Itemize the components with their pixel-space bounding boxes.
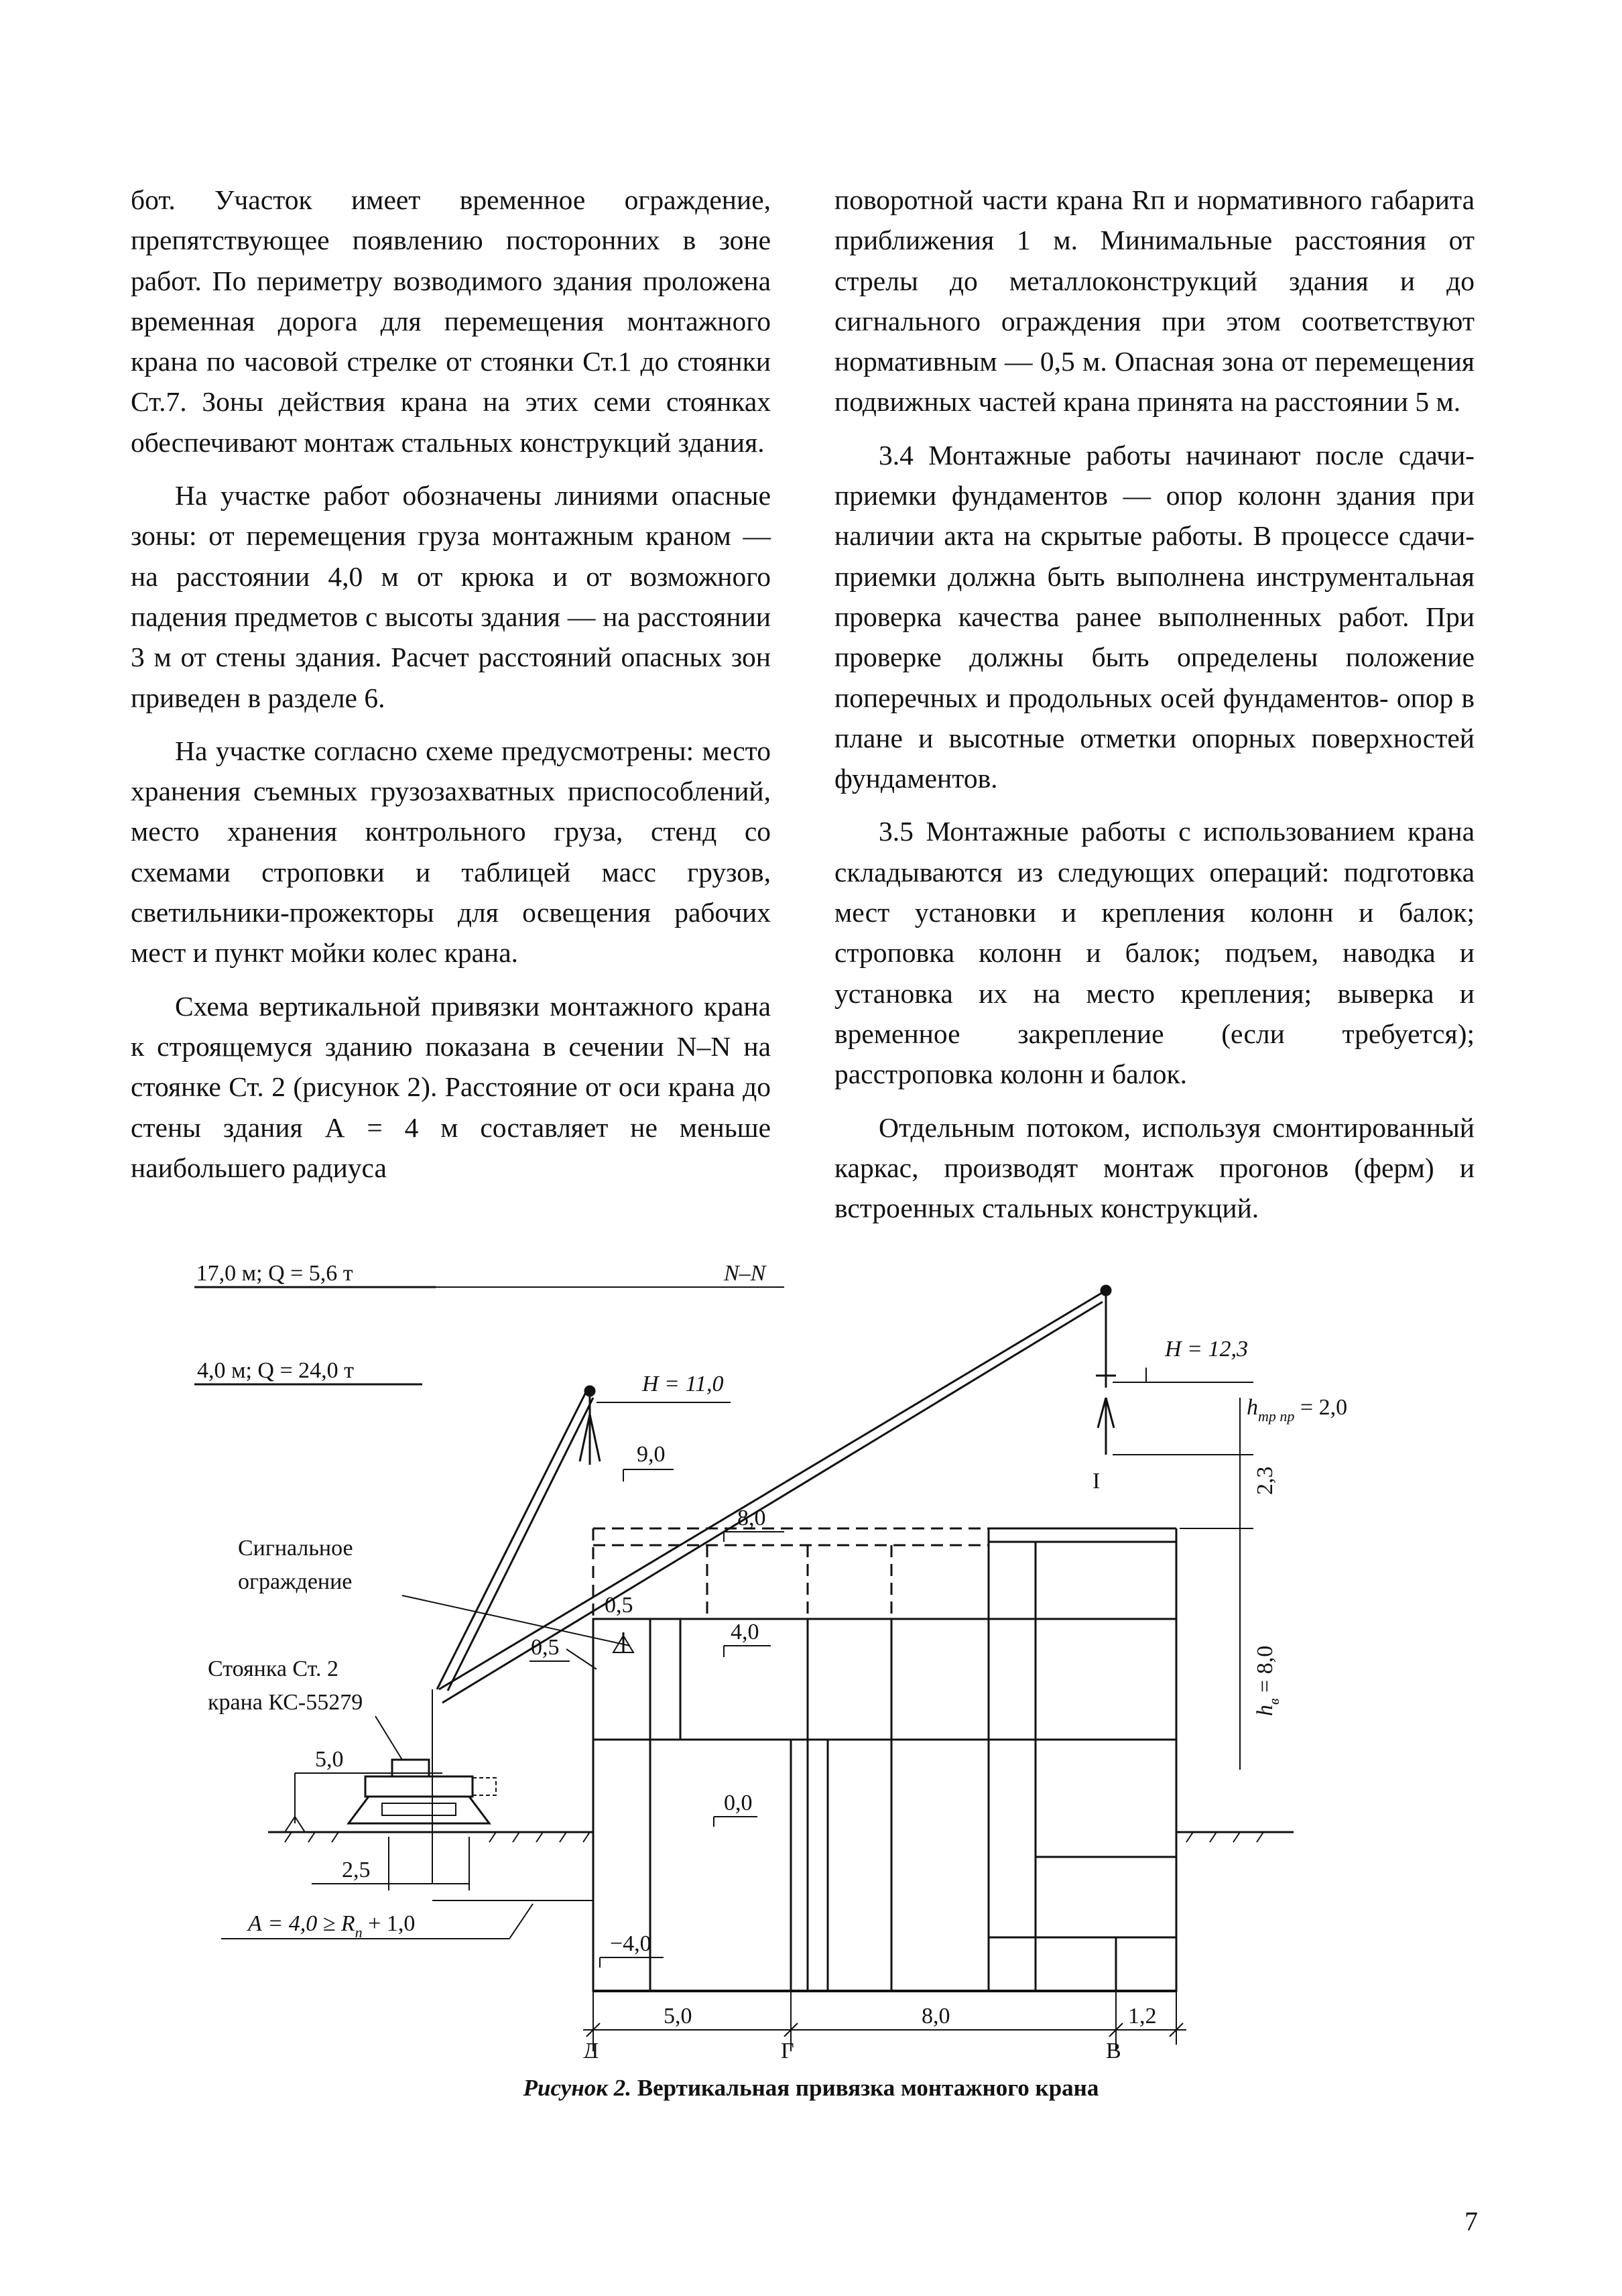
- mark-8-0: 8,0: [737, 1506, 766, 1530]
- mark-0-5-b: 0,5: [531, 1635, 560, 1660]
- caption-label: Рисунок 2.: [523, 2075, 631, 2101]
- stand-label-1: Стоянка Ст. 2: [208, 1656, 338, 1681]
- dim-2-5: 2,5: [342, 1858, 371, 1882]
- paragraph: поворотной части крана Rп и нормативного габарита приближения 1 м. Минимальные расстояния от стрелы до металлоконструкций здания и до сигнального ограждения при этом соответствуют нормативным — 0,5 м. Опасная зона от перемещения подвижных частей крана принята на расстоянии 5 м.: [834, 184, 1475, 418]
- h-11-0-label: H = 11,0: [642, 1372, 724, 1396]
- boom-max-reach-upper: [439, 1290, 1106, 1689]
- paragraph: бот. Участок имеет временное ограждение, препятствующее появлению посторонних в зоне работ. По периметру возводимого здания проложена временная дорога для перемещения монтажного крана по часовой стрелке от стоянки Ст.1 до стоянки Ст.7. Зоны действия крана на этих семи стоянках обеспечивают монтаж стальных конструкций здания.: [131, 184, 771, 458]
- paragraph: 3.4 Монтажные работы начинают после сдачи-приемки фундаментов — опор колонн здания при наличии акта на скрытые работы. В процессе сдачи-приемки должна быть выполнена инструментальная проверка качества ранее выполненных работ. При проверке должны быть определены положение поперечных и продольных осей фундаментов- опор в плане и высотные отметки опорных поверхностей фундаментов.: [834, 439, 1475, 794]
- dim-5-0: 5,0: [664, 2004, 692, 2029]
- rmin-label: 4,0 м; Q = 24,0 т: [196, 1358, 355, 1383]
- dim-leader: [509, 1904, 533, 1939]
- fence-leader: [402, 1595, 630, 1646]
- crane-cab: [392, 1760, 429, 1776]
- paragraph: На участке работ обозначены линиями опасные зоны: от перемещения груза монтажным краном — на расстоянии 4,0 м от крюка и от возможного падения предметов с высоты здания — на расстоянии 3 м от стены здания. Расчет расстояний опасных зон приведен в разделе 6.: [131, 480, 771, 713]
- section-drawing: [194, 1260, 1468, 2058]
- axis-label-v: В: [1106, 2039, 1121, 2058]
- h-12-3-label: H = 12,3: [1165, 1337, 1248, 1362]
- paragraph: На участке согласно схеме предусмотрены: место хранения съемных грузозахватных приспособлений, место хранения контрольного груза, стенд со схемами строповки и таблицей масс грузов, светильники-прожекторы для освещения рабочих мест и пункт мойки колес крана.: [131, 735, 771, 969]
- axis-label-g: Г: [781, 2039, 794, 2058]
- hv-label: $h_в = 8,0$: [1253, 1645, 1282, 1716]
- crane-chassis: [349, 1797, 489, 1823]
- mark-4-0: 4,0: [731, 1620, 759, 1644]
- paragraph: Схема вертикальной привязки монтажного крана к строящемуся зданию показана в сечении N–N на стоянке Ст. 2 (рисунок 2). Расстояние от оси крана до стены здания А = 4 м составляет не меньше наибольшего радиуса: [131, 990, 771, 1183]
- dim-1-2: 1,2: [1128, 2004, 1157, 2029]
- crane-outrigger: [382, 1803, 456, 1815]
- stand-label-2: крана КС-55279: [208, 1690, 363, 1715]
- crane-section-figure: [194, 1260, 1468, 2061]
- boom-min-reach-upper: [437, 1391, 586, 1689]
- mark-0-5-a: 0,5: [605, 1593, 633, 1618]
- dim-8-0: 8,0: [922, 2004, 950, 2029]
- mark-9-0: 9,0: [637, 1442, 666, 1467]
- stand-leader: [375, 1716, 402, 1760]
- text-column-right: [834, 180, 1475, 1228]
- rmax-label: 17,0 м; Q = 5,6 т: [196, 1261, 353, 1286]
- signal-fence-label-1: Сигнальное: [238, 1536, 353, 1561]
- mark-0-0: 0,0: [724, 1791, 753, 1815]
- axis-label-d: Д: [583, 2039, 599, 2058]
- section-label: N–N: [724, 1261, 766, 1286]
- boom-tip-short: [585, 1386, 595, 1396]
- signal-fence-label-2: ограждение: [238, 1569, 353, 1594]
- figure-caption: [0, 2075, 1622, 2102]
- caption-text: Вертикальная привязка монтажного крана: [631, 2075, 1099, 2101]
- h-tr-label: $h_{тр пр} = 2,0$: [1247, 1395, 1348, 1425]
- boom-clearance: [566, 1649, 597, 1669]
- dim-5-0-left: 5,0: [315, 1747, 344, 1772]
- crane-turntable: [365, 1776, 473, 1797]
- page-number: 7: [1464, 2206, 1478, 2236]
- a-formula: $А = 4,0 \ge R_п + 1,0$: [248, 1911, 416, 1941]
- tick-i: I: [1093, 1469, 1101, 1494]
- crane-counterweight: [473, 1778, 496, 1795]
- sling: [1098, 1398, 1106, 1428]
- mark-2-3: 2,3: [1253, 1466, 1277, 1495]
- future-storey-dashed: [593, 1528, 989, 1619]
- sling: [590, 1414, 600, 1461]
- text-column-left: [131, 180, 771, 1188]
- mark-minus-4-0: −4,0: [610, 1931, 651, 1956]
- paragraph: 3.5 Монтажные работы с использованием крана складываются из следующих операций: подготовка мест установки и крепления колонн и балок; строповка колонн и балок; подъем, наводка и установка их на место крепления; выверка и временное закрепление (если требуется); расстроповка колонн и балок.: [834, 816, 1475, 1090]
- boom-min-reach-lower: [448, 1398, 593, 1691]
- sling: [1106, 1398, 1114, 1428]
- paragraph: Отдельным потоком, используя смонтированный каркас, производят монтаж прогонов (ферм) и встроенных стальных конструкций.: [834, 1111, 1475, 1224]
